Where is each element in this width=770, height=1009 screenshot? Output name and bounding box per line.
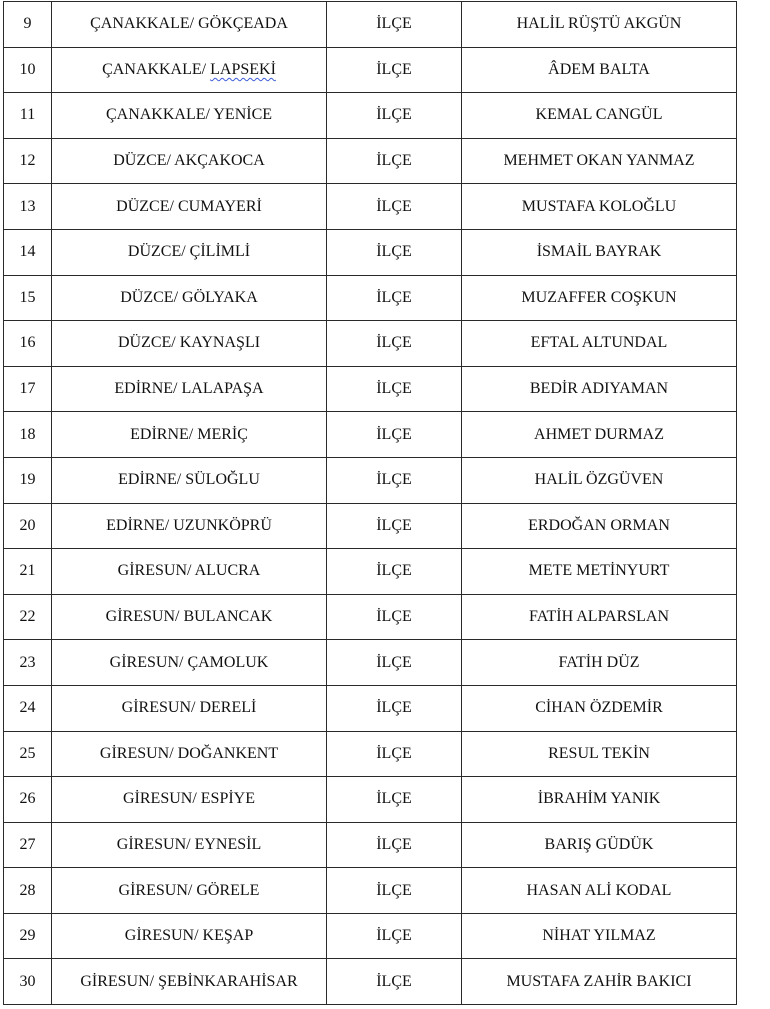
district-text: MERİÇ [197, 425, 248, 443]
place-cell [52, 47, 327, 93]
type-cell: İLÇE [327, 366, 462, 412]
row-number-cell: 18 [4, 412, 52, 458]
type-cell: İLÇE [327, 47, 462, 93]
row-number-cell: 13 [4, 184, 52, 230]
place-cell [52, 93, 327, 139]
candidate-name-cell: METE METİNYURT [462, 549, 737, 595]
place-cell [52, 321, 327, 367]
candidate-name-cell: MEHMET OKAN YANMAZ [462, 138, 737, 184]
row-number-cell: 15 [4, 275, 52, 321]
table-row [4, 822, 737, 868]
type-cell: İLÇE [327, 777, 462, 823]
type-cell: İLÇE [327, 594, 462, 640]
table-row [4, 138, 737, 184]
type-cell: İLÇE [327, 2, 462, 48]
place-cell [52, 640, 327, 686]
table-row [4, 913, 737, 959]
candidate-name-cell: İBRAHİM YANIK [462, 777, 737, 823]
type-cell: İLÇE [327, 412, 462, 458]
district-text: SÜLOĞLU [185, 471, 260, 489]
district-text: ŞEBİNKARAHİSAR [158, 972, 298, 990]
row-number-cell: 14 [4, 229, 52, 275]
table-row [4, 685, 737, 731]
type-cell: İLÇE [327, 184, 462, 230]
table-row [4, 321, 737, 367]
row-number-cell: 25 [4, 731, 52, 777]
row-number-cell: 9 [4, 2, 52, 48]
province-text: EDİRNE/ [114, 380, 182, 398]
place-cell [52, 366, 327, 412]
table-row [4, 959, 737, 1005]
province-text: GİRESUN/ [99, 744, 178, 762]
province-text: GİRESUN/ [122, 790, 201, 808]
candidate-name-cell: FATİH DÜZ [462, 640, 737, 686]
type-cell: İLÇE [327, 138, 462, 184]
district-text: AKÇAKOCA [174, 152, 265, 170]
candidate-name-cell: RESUL TEKİN [462, 731, 737, 777]
row-number-cell: 24 [4, 685, 52, 731]
district-text: EYNESİL [194, 835, 262, 853]
province-text: GİRESUN/ [124, 927, 203, 945]
place-cell [52, 229, 327, 275]
place-cell [52, 549, 327, 595]
province-text: ÇANAKKALE/ [102, 60, 211, 78]
type-cell: İLÇE [327, 640, 462, 686]
district-text: UZUNKÖPRÜ [173, 516, 272, 534]
table-row [4, 777, 737, 823]
province-text: DÜZCE/ [127, 243, 190, 261]
place-cell [52, 412, 327, 458]
province-text: GİRESUN/ [121, 699, 200, 717]
type-cell: İLÇE [327, 731, 462, 777]
district-text: DERELİ [199, 699, 257, 717]
table-row [4, 47, 737, 93]
row-number-cell: 16 [4, 321, 52, 367]
district-text: GÖLYAKA [182, 288, 258, 306]
table-row [4, 184, 737, 230]
candidate-name-cell: MUSTAFA KOLOĞLU [462, 184, 737, 230]
place-cell [52, 184, 327, 230]
candidate-name-cell: BEDİR ADIYAMAN [462, 366, 737, 412]
place-cell [52, 959, 327, 1005]
table-row [4, 549, 737, 595]
row-number-cell: 22 [4, 594, 52, 640]
place-cell [52, 868, 327, 914]
province-text: ÇANAKKALE/ [90, 15, 199, 33]
type-cell: İLÇE [327, 685, 462, 731]
place-cell [52, 138, 327, 184]
district-text: GÖRELE [196, 881, 260, 899]
candidate-name-cell: HALİL ÖZGÜVEN [462, 457, 737, 503]
row-number-cell: 28 [4, 868, 52, 914]
province-text: DÜZCE/ [120, 288, 183, 306]
candidate-name-cell: MUZAFFER COŞKUN [462, 275, 737, 321]
place-cell [52, 503, 327, 549]
type-cell: İLÇE [327, 457, 462, 503]
table-row [4, 640, 737, 686]
district-text: DOĞANKENT [177, 744, 279, 762]
row-number-cell: 11 [4, 93, 52, 139]
type-cell: İLÇE [327, 913, 462, 959]
candidate-name-cell: ERDOĞAN ORMAN [462, 503, 737, 549]
district-text: KAYNAŞLI [179, 334, 261, 352]
table-row [4, 93, 737, 139]
candidate-name-cell: EFTAL ALTUNDAL [462, 321, 737, 367]
province-text: GİRESUN/ [105, 608, 184, 626]
table-row [4, 457, 737, 503]
row-number-cell: 10 [4, 47, 52, 93]
row-number-cell: 21 [4, 549, 52, 595]
candidate-name-cell: NİHAT YILMAZ [462, 913, 737, 959]
row-number-cell: 29 [4, 913, 52, 959]
district-text: ÇİLİMLİ [189, 243, 251, 261]
type-cell: İLÇE [327, 93, 462, 139]
candidate-name-cell: AHMET DURMAZ [462, 412, 737, 458]
province-text: DÜZCE/ [117, 334, 180, 352]
table-row [4, 412, 737, 458]
place-cell [52, 275, 327, 321]
table-row [4, 366, 737, 412]
table-row [4, 503, 737, 549]
district-text: CUMAYERİ [177, 197, 262, 215]
type-cell: İLÇE [327, 503, 462, 549]
place-cell [52, 2, 327, 48]
province-text: GİRESUN/ [116, 835, 195, 853]
table-row [4, 868, 737, 914]
table-row [4, 2, 737, 48]
province-text: EDİRNE/ [106, 516, 174, 534]
table-row [4, 594, 737, 640]
type-cell: İLÇE [327, 229, 462, 275]
district-text: BULANCAK [183, 608, 273, 626]
place-cell [52, 457, 327, 503]
type-cell: İLÇE [327, 549, 462, 595]
province-text: EDİRNE/ [118, 471, 186, 489]
row-number-cell: 20 [4, 503, 52, 549]
province-text: DÜZCE/ [113, 152, 175, 170]
candidate-name-cell: BARIŞ GÜDÜK [462, 822, 737, 868]
district-text: LAPSEKİ [210, 60, 276, 78]
candidate-name-cell: HALİL RÜŞTÜ AKGÜN [462, 2, 737, 48]
place-cell [52, 594, 327, 640]
district-text: ALUCRA [194, 562, 261, 580]
district-text: ESPİYE [200, 790, 255, 808]
district-text: KEŞAP [202, 927, 254, 945]
table-row [4, 731, 737, 777]
province-text: ÇANAKKALE/ [105, 106, 214, 124]
type-cell: İLÇE [327, 321, 462, 367]
district-text: YENİCE [213, 106, 273, 124]
province-text: EDİRNE/ [130, 425, 198, 443]
table-row [4, 229, 737, 275]
province-text: GİRESUN/ [117, 562, 195, 580]
candidate-name-cell: ÂDEM BALTA [462, 47, 737, 93]
row-number-cell: 12 [4, 138, 52, 184]
province-text: GİRESUN/ [80, 972, 159, 990]
type-cell: İLÇE [327, 822, 462, 868]
place-cell [52, 913, 327, 959]
candidate-table [3, 1, 737, 1005]
row-number-cell: 23 [4, 640, 52, 686]
row-number-cell: 26 [4, 777, 52, 823]
place-cell [52, 731, 327, 777]
province-text: DÜZCE/ [116, 197, 178, 215]
district-text: ÇAMOLUK [187, 653, 269, 671]
province-text: GİRESUN/ [118, 881, 197, 899]
type-cell: İLÇE [327, 868, 462, 914]
row-number-cell: 30 [4, 959, 52, 1005]
candidate-name-cell: KEMAL CANGÜL [462, 93, 737, 139]
place-cell [52, 777, 327, 823]
candidate-name-cell: MUSTAFA ZAHİR BAKICI [462, 959, 737, 1005]
candidate-name-cell: İSMAİL BAYRAK [462, 229, 737, 275]
place-cell [52, 685, 327, 731]
candidate-name-cell: HASAN ALİ KODAL [462, 868, 737, 914]
province-text: GİRESUN/ [109, 653, 188, 671]
row-number-cell: 19 [4, 457, 52, 503]
table-body [4, 2, 737, 1005]
table-row [4, 275, 737, 321]
candidate-name-cell: FATİH ALPARSLAN [462, 594, 737, 640]
district-text: LALAPAŞA [181, 380, 264, 398]
candidate-name-cell: CİHAN ÖZDEMİR [462, 685, 737, 731]
type-cell: İLÇE [327, 959, 462, 1005]
row-number-cell: 17 [4, 366, 52, 412]
type-cell: İLÇE [327, 275, 462, 321]
row-number-cell: 27 [4, 822, 52, 868]
place-cell [52, 822, 327, 868]
district-text: GÖKÇEADA [198, 15, 288, 33]
